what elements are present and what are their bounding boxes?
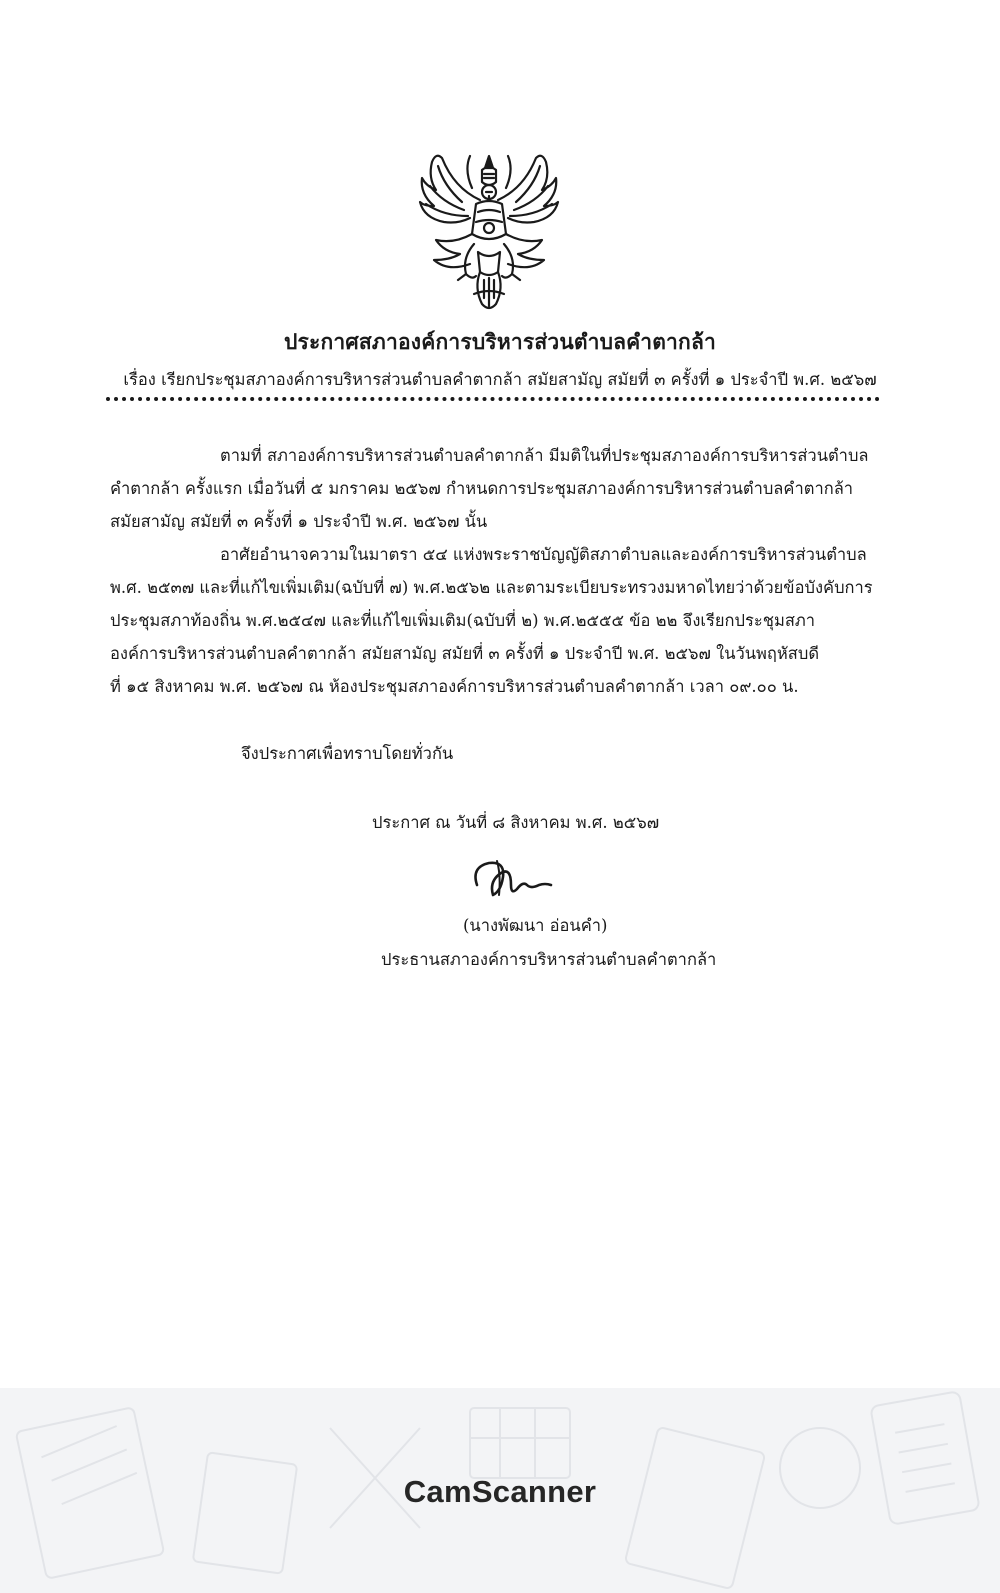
signer-title: ประธานสภาองค์การบริหารส่วนตำบลคำตากล้า [381,950,717,969]
handwritten-signature [467,855,557,901]
paragraph-1-line: สมัยสามัญ สมัยที่ ๓ ครั้งที่ ๑ ประจำปี พ.ศ. ๒๕๖๗ นั้น [110,512,488,531]
dotted-divider [106,397,880,401]
paragraph-2-line: ที่ ๑๕ สิงหาคม พ.ศ. ๒๕๖๗ ณ ห้องประชุมสภาองค์การบริหารส่วนตำบลคำตากล้า เวลา ๐๙.๐๐ น. [110,677,799,696]
paragraph-2-line: พ.ศ. ๒๕๓๗ และที่แก้ไขเพิ่มเติม(ฉบับที่ ๗) พ.ศ.๒๕๖๒ และตามระเบียบระทรวงมหาดไทยว่าด้วยข้อบังคับการ [110,578,873,597]
camscanner-brand: CamScanner [403,1474,597,1509]
paragraph-2-line: ประชุมสภาท้องถิ่น พ.ศ.๒๕๔๗ และที่แก้ไขเพิ่มเติม(ฉบับที่ ๒) พ.ศ.๒๕๕๕ ข้อ ๒๒ จึงเรียกประชุมสภา [110,611,816,630]
paragraph-1-line: คำตากล้า ครั้งแรก เมื่อวันที่ ๕ มกราคม ๒๕๖๗ กำหนดการประชุมสภาองค์การบริหารส่วนตำบลคำตากล้า [110,479,854,498]
announcement-date: ประกาศ ณ วันที่ ๘ สิงหาคม พ.ศ. ๒๕๖๗ [372,813,660,832]
paragraph-1-line: ตามที่ สภาองค์การบริหารส่วนตำบลคำตากล้า มีมติในที่ประชุมสภาองค์การบริหารส่วนตำบล [220,446,869,465]
paragraph-2-line: องค์การบริหารส่วนตำบลคำตากล้า สมัยสามัญ สมัยที่ ๓ ครั้งที่ ๑ ประจำปี พ.ศ. ๒๕๖๗ ในวันพฤหัสบดี [110,644,820,663]
closing-statement: จึงประกาศเพื่อทราบโดยทั่วกัน [241,744,454,763]
garuda-emblem-icon [414,148,564,316]
signer-name: (นางพัฒนา อ่อนคำ) [463,916,608,935]
paragraph-2-line: อาศัยอำนาจความในมาตรา ๕๔ แห่งพระราชบัญญัติสภาตำบลและองค์การบริหารส่วนตำบล [220,545,867,564]
announcement-title: ประกาศสภาองค์การบริหารส่วนตำบลคำตากล้า [283,329,717,354]
announcement-subject: เรื่อง เรียกประชุมสภาองค์การบริหารส่วนตำบลคำตากล้า สมัยสามัญ สมัยที่ ๓ ครั้งที่ ๑ ประจำปี พ.ศ. ๒๕๖๗ [123,370,877,389]
paragraph-2 [110,538,880,703]
paragraph-1 [110,439,880,538]
